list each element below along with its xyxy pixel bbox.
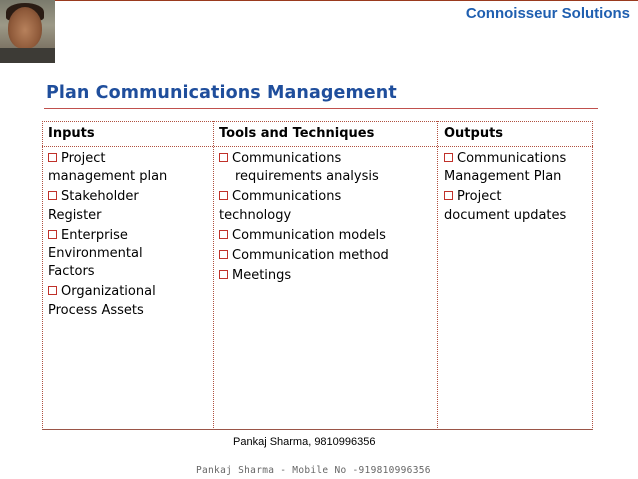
itto-table	[42, 121, 593, 430]
list-item	[219, 150, 434, 186]
list-item-text: Process Assets	[48, 302, 144, 318]
list-item	[444, 188, 589, 224]
header-divider	[42, 146, 593, 147]
list-item-text: Enterprise	[61, 227, 128, 243]
header-outputs: Outputs	[444, 126, 504, 141]
list-item-text: Management Plan	[444, 169, 562, 185]
watermark-text: Pankaj Sharma - Mobile No -919810996356	[196, 465, 431, 476]
list-item-text: Meetings	[232, 268, 292, 284]
list-item	[219, 188, 434, 224]
list-item-text: Communication method	[232, 248, 389, 264]
list-item-text: Communications	[232, 189, 342, 205]
outputs-list	[444, 150, 589, 227]
bullet-box-icon	[219, 153, 228, 162]
bullet-box-icon	[48, 191, 57, 200]
list-item-text: Communications	[232, 151, 342, 166]
list-item-text: technology	[219, 207, 292, 223]
brand-name: Connoisseur Solutions	[465, 5, 630, 22]
list-item-text: Stakeholder	[61, 189, 139, 205]
list-item-text: Communications	[457, 151, 567, 166]
list-item-text: Register	[48, 207, 102, 223]
list-item	[219, 267, 434, 285]
presenter-contact: Pankaj Sharma, 9810996356	[233, 436, 376, 448]
inputs-list	[48, 150, 208, 322]
list-item	[219, 247, 434, 265]
table-top-border	[42, 121, 593, 122]
list-item-text: document updates	[444, 207, 567, 223]
bullet-box-icon	[219, 230, 228, 239]
list-item	[48, 283, 208, 319]
list-item-text: Project	[61, 151, 106, 166]
list-item	[444, 150, 589, 186]
bullet-box-icon	[219, 270, 228, 279]
header-inputs: Inputs	[48, 126, 95, 141]
bullet-box-icon	[219, 191, 228, 200]
presenter-photo	[0, 0, 55, 63]
list-item-text: Communication models	[232, 227, 386, 243]
bullet-box-icon	[48, 286, 57, 295]
list-item-text: Environmental	[48, 246, 143, 262]
list-item-text: management plan	[48, 169, 168, 185]
tools-list	[219, 150, 434, 287]
header-tools: Tools and Techniques	[219, 126, 375, 141]
list-item-text: Factors	[48, 264, 95, 280]
title-underline	[44, 108, 598, 109]
list-item	[219, 227, 434, 245]
list-item-text: Organizational	[61, 284, 156, 300]
list-item	[48, 188, 208, 224]
bullet-box-icon	[48, 153, 57, 162]
bullet-box-icon	[444, 153, 453, 162]
top-border	[0, 0, 638, 1]
table-bottom-border	[42, 429, 593, 430]
slide-title: Plan Communications Management	[46, 83, 397, 103]
list-item	[48, 150, 208, 186]
bullet-box-icon	[48, 230, 57, 239]
list-item-text: requirements analysis	[235, 169, 379, 185]
list-item-text: Project	[457, 189, 502, 205]
bullet-box-icon	[444, 191, 453, 200]
list-item	[48, 227, 208, 282]
bullet-box-icon	[219, 250, 228, 259]
